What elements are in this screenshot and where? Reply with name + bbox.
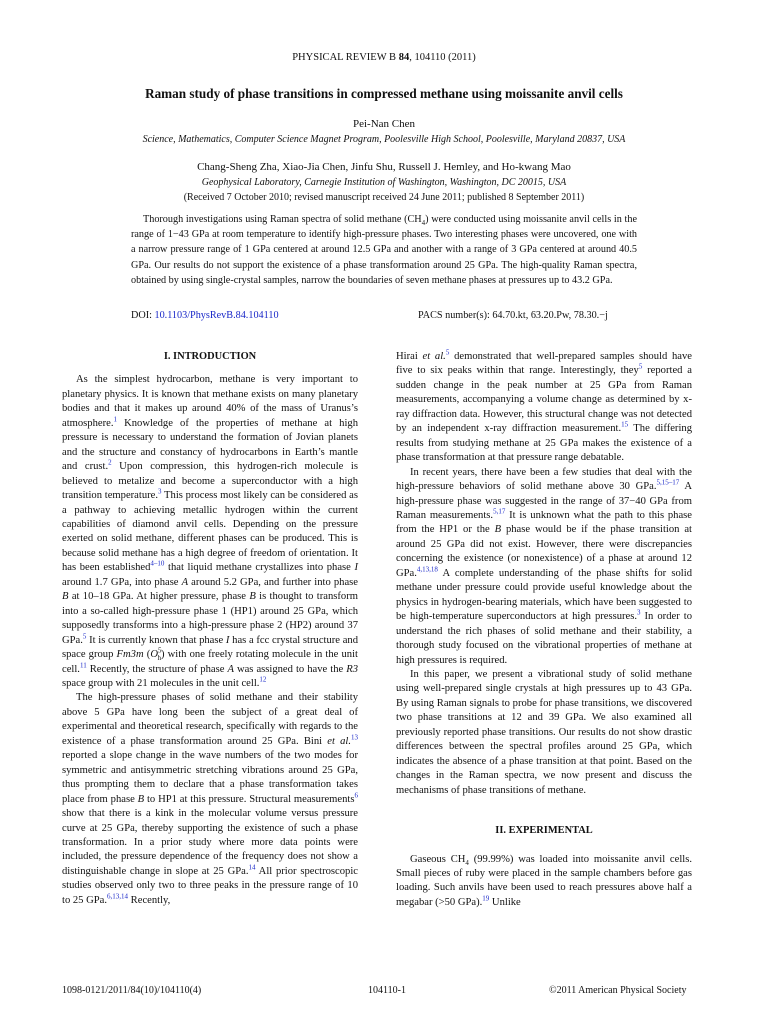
footer-copyright: ©2011 American Physical Society — [549, 985, 687, 996]
journal-header: PHYSICAL REVIEW B 84, 104110 (2011) — [292, 52, 476, 63]
experimental-paragraph-1: Gaseous $CH_4$ (99.99%) was loaded into moissanite anvil cells. Small pieces of ruby were placed in the sample chambers before gas loading. Such anvils have been used to reach pressures above half a megabar (>50 GPa).$^{19}$ Unlike — [396, 853, 692, 908]
author-list: Chang-Sheng Zha, Xiao-Jia Chen, Jinfu Shu, Russell J. Hemley, and Ho-kwang Mao — [197, 161, 571, 173]
publication-dates: (Received 7 October 2010; revised manuscript received 24 June 2011; published 8 September 2011) — [183, 192, 585, 203]
citation[interactable]: 5,17 — [493, 507, 506, 516]
citation[interactable]: 5 — [445, 348, 450, 357]
section-heading-introduction: I. INTRODUCTION — [163, 351, 257, 362]
intro-paragraph-5: In this paper, we present a vibrational study of solid methane using well-prepared single crystals at high pressures up to 43 GPa. By using Raman signals to probe for phase transitions, we discovered two phase transitions at 12 and 39 GPa. We also examined all previously reported phase transitions. Our results do not show drastic differences between the spectral profiles around 25 GPa, which indicates the absence of a phase transition at that point. Based on the changes in the Raman spectra, we now present and discuss the mechanisms of phase transitions of methane. — [396, 668, 692, 796]
citation[interactable]: 6,13,14 — [107, 892, 129, 901]
doi-link[interactable]: 10.1103/PhysRevB.84.104110 — [154, 310, 279, 321]
citation[interactable]: 5,15–17 — [656, 478, 680, 487]
intro-paragraph-4: In recent years, there have been a few studies that deal with the high-pressure behaviors of solid methane above 30 GPa.$^{5,15-17}$ A high-pressure phase was suggested in the range of 37−40 GPa from Raman measurements.$^{5,17}$ It is unknown what the path to this phase from the HP1 or the B phase would be if the phase transition at around 25 GPa did not exist. However, there were discrepancies concerning the existence (or nonexistence) of a phase at around 12 GPa.$^{4,13,18}$ A complete understanding of the phase shifts for solid methane under pressure could provide useful knowledge about the physics in hydrogen-bearing materials, which have been suggested to be high-temperature superconductors at high pressures.$^3$ In order to understand the rich phases of solid methane and their stability, a thorough study focused on the vibrational properties of methane at high pressures is required. — [396, 466, 693, 666]
intro-paragraph-3: Hirai et al.$^5$ demonstrated that well-prepared samples should have five to six peaks within that range. Interestingly, they$^5$ reported a sudden change in the peak number at 25 GPa from Raman measurements, accompanying a volume change as determined by x-ray diffraction data. However, this structural change was not detected by an independent x-ray diffraction measurement.$^{15}$ The differing results from studying methane at 25 GPa makes the existence of a phase transformation at that pressure range debatable. — [396, 348, 693, 464]
affiliation-secondary: Geophysical Laboratory, Carnegie Institution of Washington, Washington, DC 20015, USA — [201, 177, 567, 188]
citation[interactable]: 19 — [482, 894, 490, 903]
citation[interactable]: 15 — [621, 420, 629, 429]
affiliation-primary: Science, Mathematics, Computer Science Magnet Program, Poolesville High School, Poolesville, Maryland 20837, USA — [142, 134, 626, 145]
citation[interactable]: 3 — [158, 487, 162, 496]
author-primary: Pei-Nan Chen — [352, 118, 415, 130]
footer-issn: 1098-0121/2011/84(10)/104110(4) — [62, 985, 202, 996]
paper-title: Raman study of phase transitions in compressed methane using moissanite anvil cells — [145, 86, 623, 101]
citation[interactable]: 12 — [259, 675, 267, 684]
citation[interactable]: 2 — [108, 458, 112, 467]
footer-page-number: 104110-1 — [368, 985, 406, 996]
doi: DOI: 10.1103/PhysRevB.84.104110 — [131, 310, 279, 321]
pacs-numbers: PACS number(s): 64.70.kt, 63.20.Pw, 78.30.−j — [418, 310, 608, 321]
citation[interactable]: 5 — [638, 362, 643, 371]
citation[interactable]: 1 — [113, 415, 117, 424]
right-column — [396, 350, 692, 910]
left-column — [62, 350, 358, 908]
citation[interactable]: 4,13,18 — [416, 565, 438, 574]
citation[interactable]: 13 — [351, 733, 359, 742]
intro-paragraph-1: As the simplest hydrocarbon, methane is very important to planetary physics. It is known that methane exists on many planetary bodies and that it makes up around 40% of the mass of Uranus’s atmosphere.$^1$ Knowledge of the properties of methane at high pressure is necessary to understand the formation of Jovian planets and the structure and constancy of hydrocarbons in Earth’s mantle and crust.$^2$ Upon compression, this hydrogen-rich molecule is believed to metalize and become a superconductor with a high transition temperature.$^3$ This process most likely can be considered as a pathway to achieving metallic hydrogen within the current capabilities of diamond anvil cells. Depending on the pressure exerted on solid methane, different phases can be produced. This is because solid methane has a high degree of freedom of orientation. It has been established$^{4-10}$ that liquid methane crystallizes into phase I around 1.7 GPa, into phase A around 5.2 GPa, and further into phase B at 10–18 GPa. At higher pressure, phase B is thought to transform into a so-called high-pressure phase 1 (HP1) around 25 GPa, which supposedly transforms into a high-pressure phase 2 (HP2) around 37 GPa.$^5$ It is currently known that phase I has a fcc crystal structure and space group Fm3m $(O^5_h)$ with one freely rotating molecule in the unit cell.$^{11}$ Recently, the structure of phase A was assigned to have the R3 space group with 21 molecules in the unit cell.$^{12}$ — [62, 374, 359, 689]
citation[interactable]: 6 — [354, 791, 358, 800]
citation[interactable]: 4–10 — [150, 559, 165, 568]
citation[interactable]: 11 — [79, 660, 87, 669]
citation[interactable]: 3 — [637, 608, 641, 617]
intro-paragraph-2: The high-pressure phases of solid methane and their stability above 5 GPa have long been the subject of a great deal of experimental and theoretical research, specifically with regards to the existence of a phase transformation around 25 GPa. Bini et al.$^{13}$ reported a slope change in the wave numbers of the two modes for symmetric and antisymmetric stretching vibrations around 25 GPa, thus prompting them to declare that a phase transformation takes place from phase B to HP1 at this pressure. Structural measurements$^6$ show that there is a kink in the molecular volume versus pressure curve at 25 GPa, thereby supporting the existence of such a phase transformation. In a prior study where more data points were included, the pressure dependence of the frequency does not show a distinguishable change in slope at 25 GPa.$^{14}$ All prior spectroscopic studies observed only two to three peaks in the pressure range of 10 to 25 GPa.$^{6,13,14}$ Recently, — [62, 692, 359, 906]
abstract: Thorough investigations using Raman spectra of solid methane $(CH_4)$ were conducted using moissanite anvil cells in the range of 1−43 GPa at room temperature to identify high-pressure phases. Two interesting phases were uncovered, one with a narrow pressure range of 1 GPa centered at around 12.5 GPa and another with a range of 3 GPa centered at around 40.5 GPa. Our results do not support the existence of a phase transformation around 25 GPa. The high-quality Raman spectra, obtained by using single-crystal samples, narrow the boundaries of seven methane phases at pressures up to 43.2 GPa. — [131, 214, 637, 286]
citation[interactable]: 5 — [82, 632, 87, 641]
citation[interactable]: 14 — [248, 863, 256, 872]
section-heading-experimental: II. EXPERIMENTAL — [495, 825, 593, 837]
